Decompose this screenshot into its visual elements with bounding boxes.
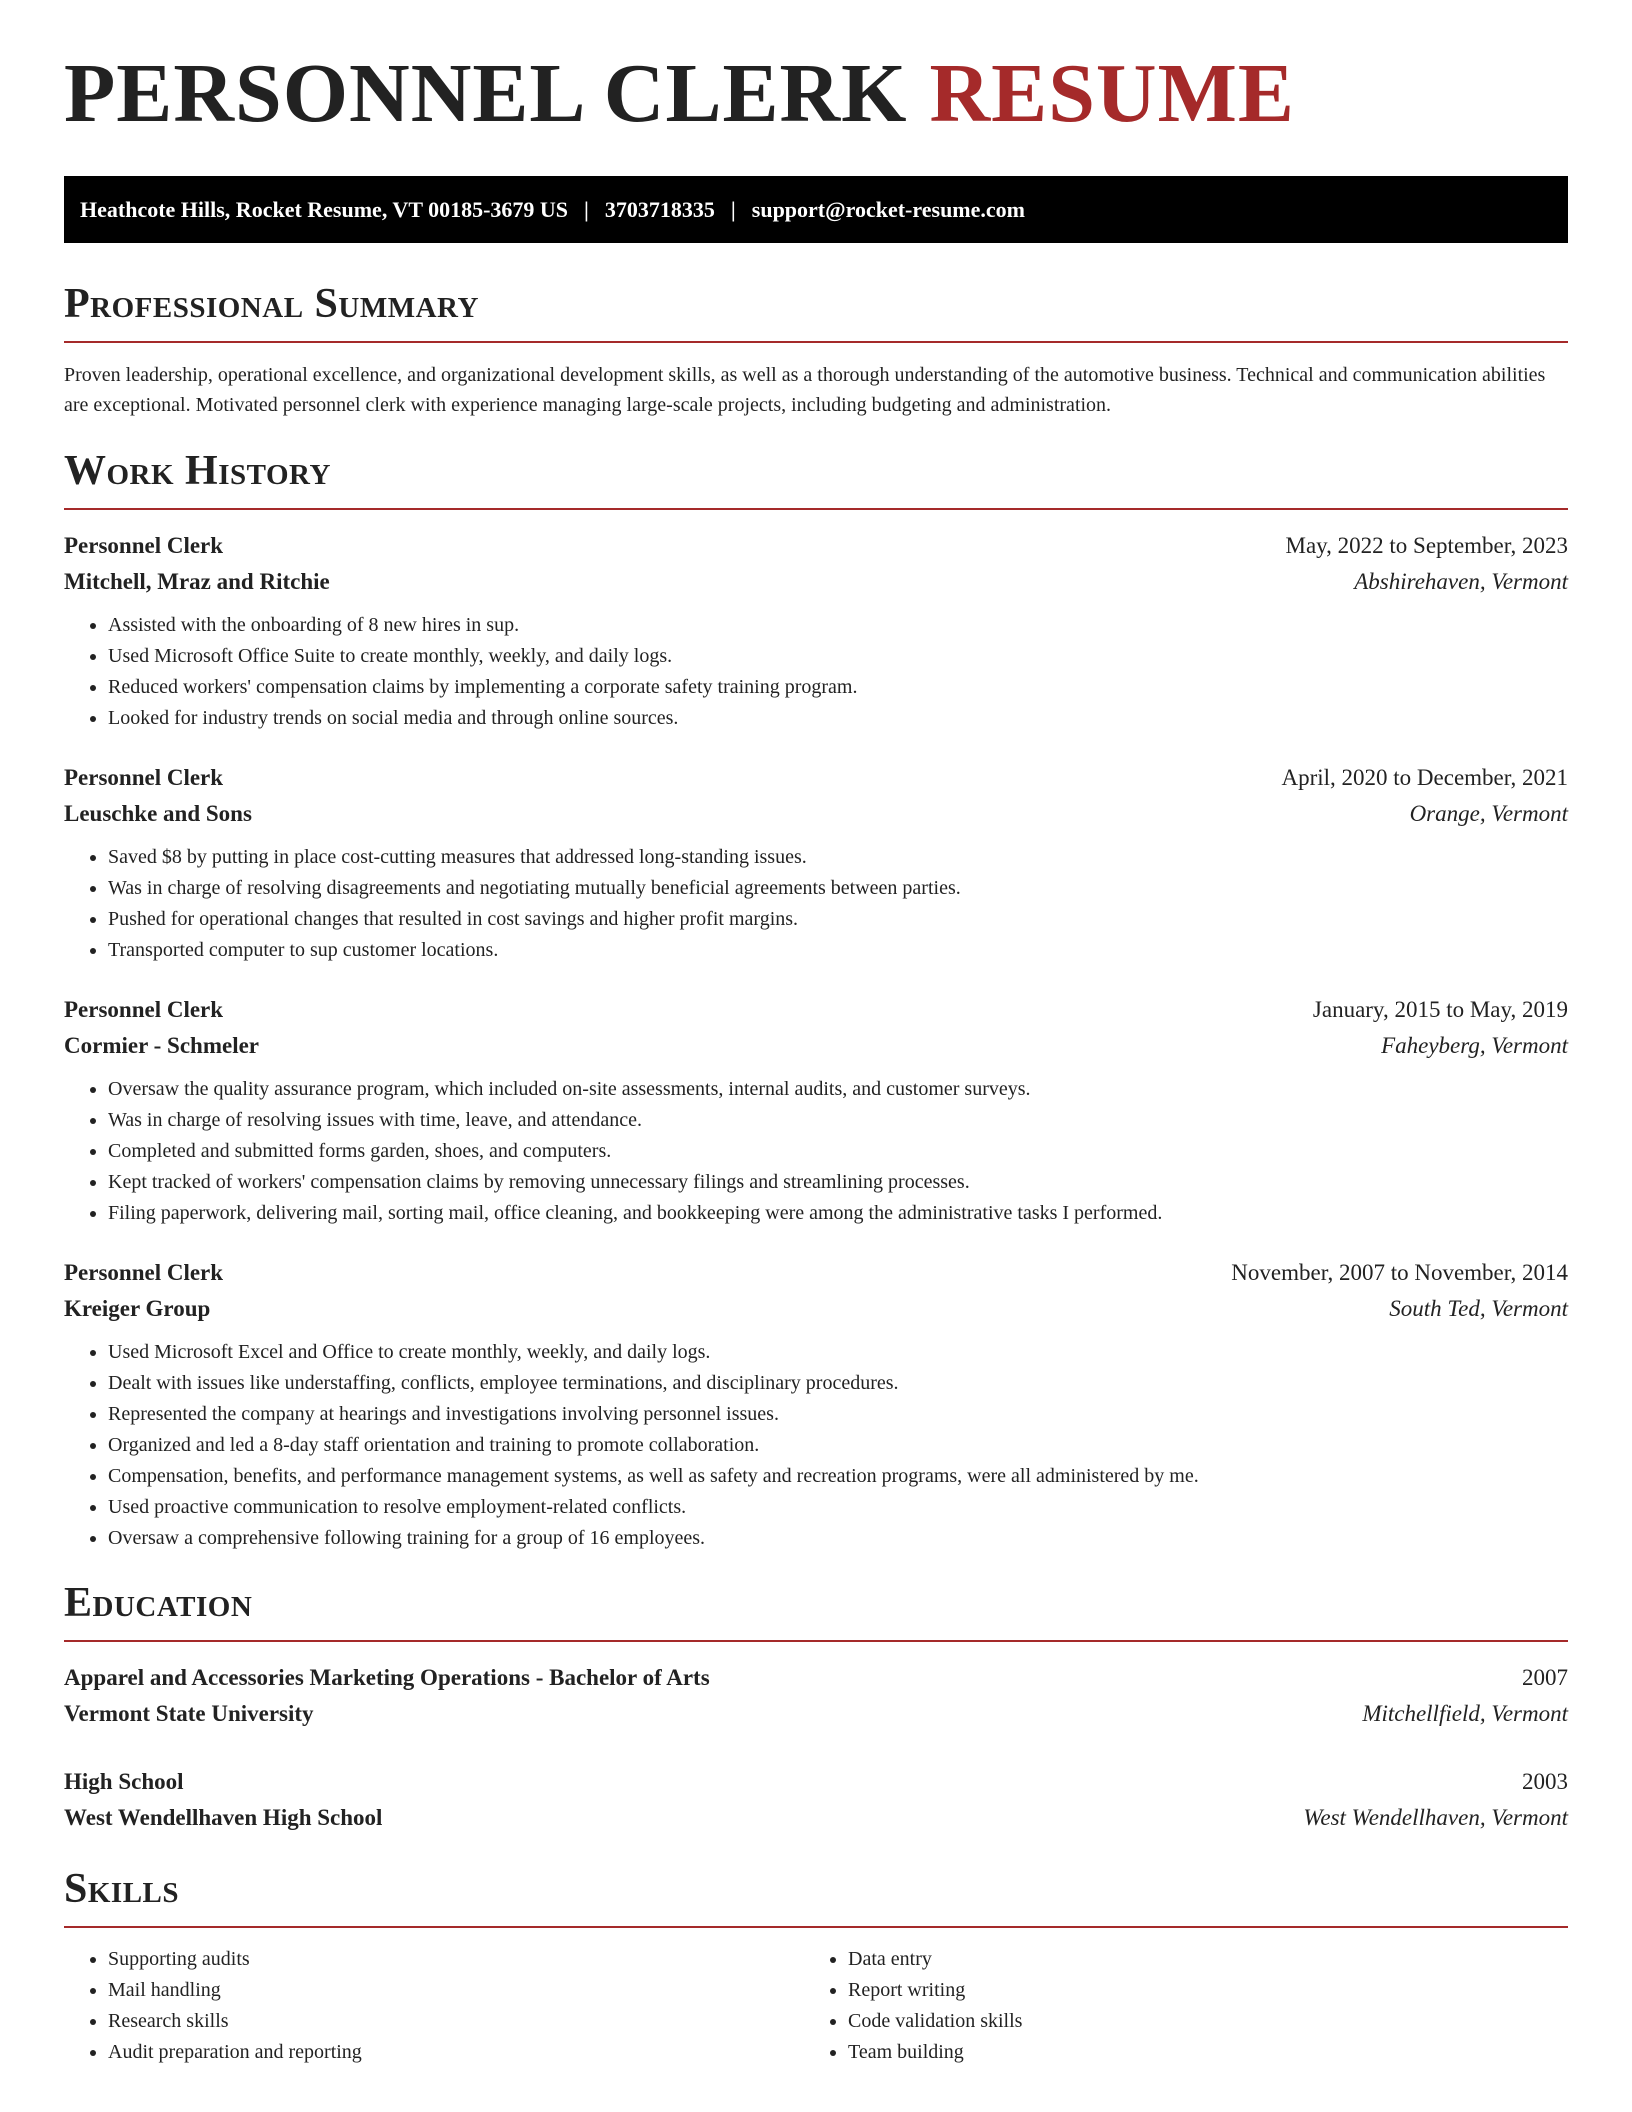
job-company: Kreiger Group — [64, 1296, 211, 1321]
education-degree: High School — [64, 1769, 184, 1794]
skill-item: • Code validation skills — [848, 2006, 1544, 2037]
skills-list-right — [804, 1944, 1544, 2068]
job-entry — [64, 528, 1568, 734]
list-item: • Represented the company at hearings and investigations involving personnel issues. — [108, 1399, 1568, 1430]
list-item: • Used Microsoft Excel and Office to create monthly, weekly, and daily logs. — [108, 1337, 1568, 1368]
list-item: • Oversaw the quality assurance program, which included on-site assessments, internal audits, and customer surveys. — [108, 1074, 1568, 1105]
job-location: Faheyberg, Vermont — [1381, 1033, 1568, 1058]
list-item: • Dealt with issues like understaffing, conflicts, employee terminations, and disciplinary procedures. — [108, 1368, 1568, 1399]
job-company: Mitchell, Mraz and Ritchie — [64, 569, 330, 594]
section-heading-skills: Skills — [64, 1868, 1568, 1928]
education-year: 2003 — [1522, 1769, 1568, 1794]
education-entry — [64, 1764, 1568, 1836]
job-location: Orange, Vermont — [1409, 801, 1568, 826]
job-entry — [64, 1255, 1568, 1554]
job-bullets — [64, 1337, 1568, 1554]
job-bullets — [64, 1074, 1568, 1229]
job-dates: January, 2015 to May, 2019 — [1312, 997, 1568, 1022]
skill-item: • Data entry — [848, 1944, 1544, 1975]
list-item: • Completed and submitted forms garden, shoes, and computers. — [108, 1136, 1568, 1167]
education-degree: Apparel and Accessories Marketing Operations - Bachelor of Arts — [64, 1665, 710, 1690]
education-location: Mitchellfield, Vermont — [1362, 1701, 1568, 1726]
job-title: Personnel Clerk — [64, 1260, 224, 1285]
skills-list-left — [64, 1944, 804, 2068]
job-bullets — [64, 842, 1568, 966]
list-item: • Used proactive communication to resolve employment-related conflicts. — [108, 1492, 1568, 1523]
section-heading-education: Education — [64, 1582, 1568, 1642]
job-entry — [64, 760, 1568, 966]
list-item: • Oversaw a comprehensive following training for a group of 16 employees. — [108, 1523, 1568, 1554]
list-item: • Assisted with the onboarding of 8 new hires in sup. — [108, 610, 1568, 641]
resume-title — [64, 0, 1568, 140]
job-bullets — [64, 610, 1568, 734]
contact-separator: | — [730, 196, 736, 222]
title-main: PERSONNEL CLERK — [64, 47, 908, 140]
contact-bar — [64, 176, 1568, 243]
skill-item: • Research skills — [108, 2006, 804, 2037]
education-school: West Wendellhaven High School — [64, 1805, 383, 1830]
section-heading-work: Work History — [64, 450, 1568, 510]
job-dates: November, 2007 to November, 2014 — [1231, 1260, 1568, 1285]
education-year: 2007 — [1522, 1665, 1568, 1690]
list-item: • Reduced workers' compensation claims by implementing a corporate safety training program. — [108, 672, 1568, 703]
section-heading-summary: Professional Summary — [64, 283, 1568, 343]
job-location: Abshirehaven, Vermont — [1354, 569, 1568, 594]
job-title: Personnel Clerk — [64, 997, 224, 1022]
job-company: Leuschke and Sons — [64, 801, 252, 826]
contact-email[interactable]: support@rocket-resume.com — [751, 196, 1025, 222]
list-item: • Used Microsoft Office Suite to create monthly, weekly, and daily logs. — [108, 641, 1568, 672]
skills-grid — [64, 1944, 1568, 2068]
contact-separator: | — [584, 196, 589, 222]
list-item: • Pushed for operational changes that resulted in cost savings and higher profit margins. — [108, 904, 1568, 935]
skill-item: • Team building — [848, 2037, 1544, 2068]
job-dates: April, 2020 to December, 2021 — [1281, 765, 1568, 790]
education-school: Vermont State University — [64, 1701, 314, 1726]
professional-summary-section — [64, 283, 1568, 420]
job-title: Personnel Clerk — [64, 765, 224, 790]
list-item: • Compensation, benefits, and performance management systems, as well as safety and recreation programs, were all administered by me. — [108, 1461, 1568, 1492]
education-entry — [64, 1660, 1568, 1732]
education-section — [64, 1582, 1568, 1836]
list-item: • Was in charge of resolving disagreements and negotiating mutually beneficial agreements between parties. — [108, 873, 1568, 904]
job-entry — [64, 992, 1568, 1229]
education-location: West Wendellhaven, Vermont — [1303, 1805, 1568, 1830]
list-item: • Was in charge of resolving issues with time, leave, and attendance. — [108, 1105, 1568, 1136]
skills-section — [64, 1868, 1568, 2068]
skill-item: • Audit preparation and reporting — [108, 2037, 804, 2068]
list-item: • Kept tracked of workers' compensation claims by removing unnecessary filings and streamlining processes. — [108, 1167, 1568, 1198]
contact-phone[interactable]: 3703718335 — [604, 196, 715, 222]
job-location: South Ted, Vermont — [1389, 1296, 1568, 1321]
list-item: • Transported computer to sup customer locations. — [108, 935, 1568, 966]
job-company: Cormier - Schmeler — [64, 1033, 259, 1058]
job-dates: May, 2022 to September, 2023 — [1285, 533, 1568, 558]
contact-address: Heathcote Hills, Rocket Resume, VT 00185-3679 US — [80, 196, 569, 222]
job-title: Personnel Clerk — [64, 533, 224, 558]
skill-item: • Mail handling — [108, 1975, 804, 2006]
list-item: • Filing paperwork, delivering mail, sorting mail, office cleaning, and bookkeeping were among the administrative tasks I performed. — [108, 1198, 1568, 1229]
list-item: • Looked for industry trends on social media and through online sources. — [108, 703, 1568, 734]
skill-item: • Report writing — [848, 1975, 1544, 2006]
list-item: • Saved $8 by putting in place cost-cutting measures that addressed long-standing issues. — [108, 842, 1568, 873]
skill-item: • Supporting audits — [108, 1944, 804, 1975]
list-item: • Organized and led a 8-day staff orientation and training to promote collaboration. — [108, 1430, 1568, 1461]
title-accent: RESUME — [929, 47, 1295, 140]
summary-text: Proven leadership, operational excellence, and organizational development skills, as well as a thorough understanding of the automotive business. Technical and communication abilities are exceptional. Motivated personnel clerk with experience managing large-scale projects, including budgeting and administration. — [64, 364, 1546, 416]
work-history-section — [64, 450, 1568, 1554]
